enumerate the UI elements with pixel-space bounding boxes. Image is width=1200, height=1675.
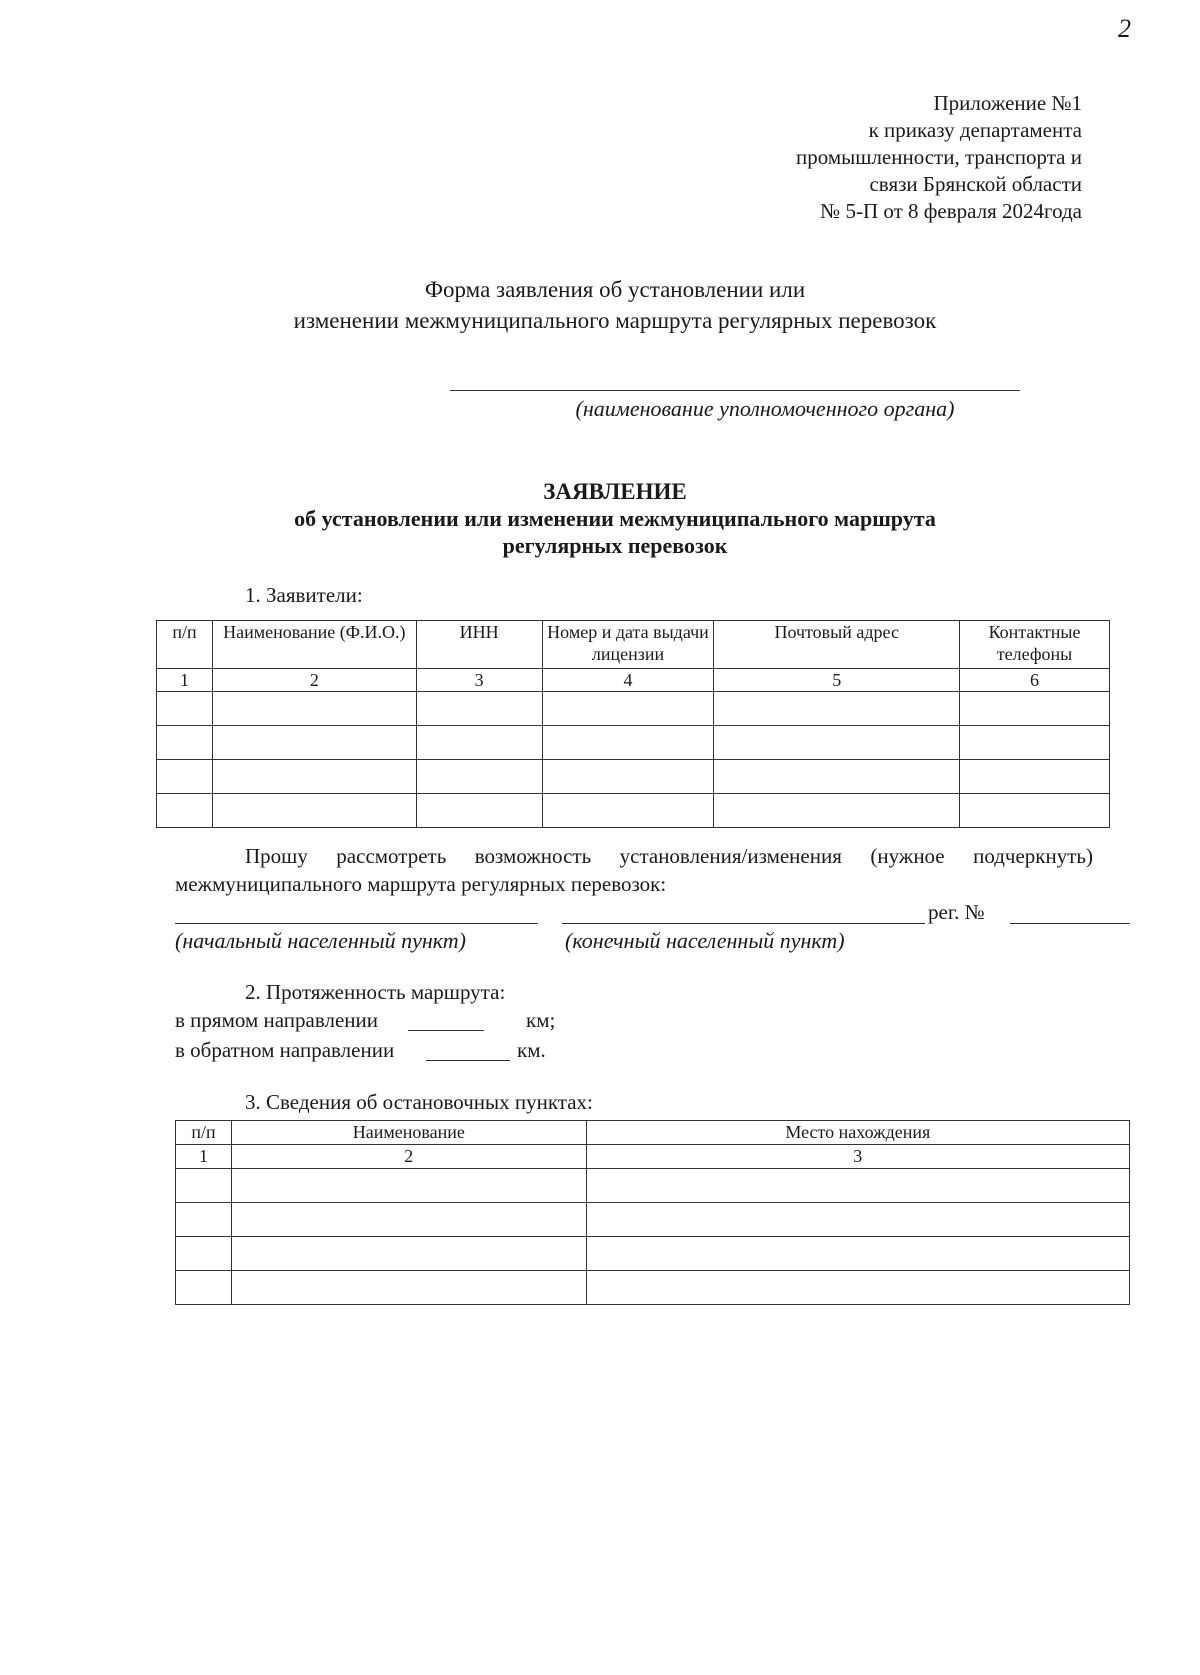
header-cell: ИНН — [416, 621, 542, 669]
empty-cell[interactable] — [212, 794, 416, 828]
empty-cell[interactable] — [714, 760, 960, 794]
empty-cell[interactable] — [416, 726, 542, 760]
appendix-line: связи Брянской области — [869, 172, 1082, 196]
appendix-line: № 5-П от 8 февраля 2024года — [820, 199, 1082, 223]
start-point-field[interactable] — [175, 923, 538, 924]
header-cell: п/п — [157, 621, 213, 669]
table-row — [157, 794, 1110, 828]
empty-cell[interactable] — [416, 794, 542, 828]
backward-length-label: в обратном направлении — [175, 1038, 395, 1062]
backward-length-field[interactable] — [426, 1060, 510, 1061]
empty-cell[interactable] — [176, 1271, 232, 1305]
empty-cell[interactable] — [542, 692, 714, 726]
empty-cell[interactable] — [542, 726, 714, 760]
statement-subtitle: об установлении или изменении межмуниципального маршрута — [294, 506, 936, 531]
number-cell: 1 — [176, 1145, 232, 1169]
empty-cell[interactable] — [176, 1169, 232, 1203]
appendix-line: промышленности, транспорта и — [796, 145, 1082, 169]
header-cell: п/п — [176, 1121, 232, 1145]
number-cell: 3 — [586, 1145, 1129, 1169]
form-title-line: изменении межмуниципального маршрута регулярных перевозок — [293, 308, 937, 333]
empty-cell[interactable] — [960, 760, 1110, 794]
statement-subtitle: регулярных перевозок — [502, 533, 728, 558]
empty-cell[interactable] — [231, 1271, 586, 1305]
table-header-row — [157, 621, 1110, 669]
number-cell: 3 — [416, 669, 542, 692]
empty-cell[interactable] — [416, 692, 542, 726]
number-cell: 2 — [212, 669, 416, 692]
table-row — [176, 1271, 1130, 1305]
empty-cell[interactable] — [542, 760, 714, 794]
empty-cell[interactable] — [586, 1271, 1129, 1305]
end-point-field[interactable] — [562, 923, 925, 924]
empty-cell[interactable] — [231, 1169, 586, 1203]
number-cell: 1 — [157, 669, 213, 692]
statement-title — [0, 478, 1200, 559]
stops-table — [175, 1120, 1130, 1305]
empty-cell[interactable] — [416, 760, 542, 794]
end-point-caption: (конечный населенный пункт) — [565, 928, 845, 953]
empty-cell[interactable] — [542, 794, 714, 828]
empty-cell[interactable] — [960, 726, 1110, 760]
request-line-2: межмуниципального маршрута регулярных перевозок: — [175, 872, 667, 896]
form-title — [0, 274, 1200, 336]
empty-cell[interactable] — [212, 692, 416, 726]
table-header-row — [176, 1121, 1130, 1145]
applicants-table — [156, 620, 1110, 828]
number-cell: 6 — [960, 669, 1110, 692]
reg-number-field[interactable] — [1010, 923, 1130, 924]
header-cell: Почтовый адрес — [714, 621, 960, 669]
section1-title: 1. Заявители: — [245, 583, 363, 607]
table-row — [157, 726, 1110, 760]
backward-length-unit: км. — [517, 1038, 546, 1062]
authority-underline — [450, 390, 1020, 391]
table-row — [176, 1169, 1130, 1203]
table-number-row — [176, 1145, 1130, 1169]
page-number: 2 — [1118, 14, 1131, 43]
empty-cell[interactable] — [157, 692, 213, 726]
header-cell: Наименование (Ф.И.О.) — [212, 621, 416, 669]
header-cell: Место нахождения — [586, 1121, 1129, 1145]
request-line-1 — [175, 842, 1093, 870]
appendix-block — [796, 90, 1082, 225]
table-row — [157, 692, 1110, 726]
number-cell: 2 — [231, 1145, 586, 1169]
table-row — [176, 1237, 1130, 1271]
section3-title: 3. Сведения об остановочных пунктах: — [245, 1090, 593, 1114]
empty-cell[interactable] — [714, 726, 960, 760]
header-cell: Номер и дата выдачи лицензии — [542, 621, 714, 669]
appendix-line: Приложение №1 — [933, 91, 1082, 115]
empty-cell[interactable] — [157, 726, 213, 760]
request-text: Прошу рассмотреть возможность установления/изменения (нужное подчеркнуть) — [245, 844, 1093, 868]
table-row — [157, 760, 1110, 794]
header-cell: Наименование — [231, 1121, 586, 1145]
empty-cell[interactable] — [586, 1237, 1129, 1271]
header-cell: Контактные телефоны — [960, 621, 1110, 669]
empty-cell[interactable] — [157, 760, 213, 794]
empty-cell[interactable] — [231, 1203, 586, 1237]
empty-cell[interactable] — [176, 1237, 232, 1271]
empty-cell[interactable] — [714, 692, 960, 726]
table-number-row — [157, 669, 1110, 692]
empty-cell[interactable] — [176, 1203, 232, 1237]
empty-cell[interactable] — [212, 760, 416, 794]
appendix-line: к приказу департамента — [868, 118, 1082, 142]
empty-cell[interactable] — [714, 794, 960, 828]
forward-length-unit: км; — [526, 1008, 556, 1032]
section2-title: 2. Протяженность маршрута: — [245, 980, 506, 1004]
table-row — [176, 1203, 1130, 1237]
empty-cell[interactable] — [231, 1237, 586, 1271]
authority-caption: (наименование уполномоченного органа) — [575, 396, 955, 421]
statement-heading: ЗАЯВЛЕНИЕ — [543, 479, 687, 504]
empty-cell[interactable] — [960, 692, 1110, 726]
reg-number-label: рег. № — [928, 900, 985, 924]
start-point-caption: (начальный населенный пункт) — [175, 928, 466, 953]
forward-length-field[interactable] — [408, 1030, 484, 1031]
forward-length-label: в прямом направлении — [175, 1008, 378, 1032]
form-title-line: Форма заявления об установлении или — [424, 277, 806, 302]
empty-cell[interactable] — [586, 1169, 1129, 1203]
empty-cell[interactable] — [157, 794, 213, 828]
empty-cell[interactable] — [960, 794, 1110, 828]
empty-cell[interactable] — [586, 1203, 1129, 1237]
empty-cell[interactable] — [212, 726, 416, 760]
number-cell: 5 — [714, 669, 960, 692]
number-cell: 4 — [542, 669, 714, 692]
